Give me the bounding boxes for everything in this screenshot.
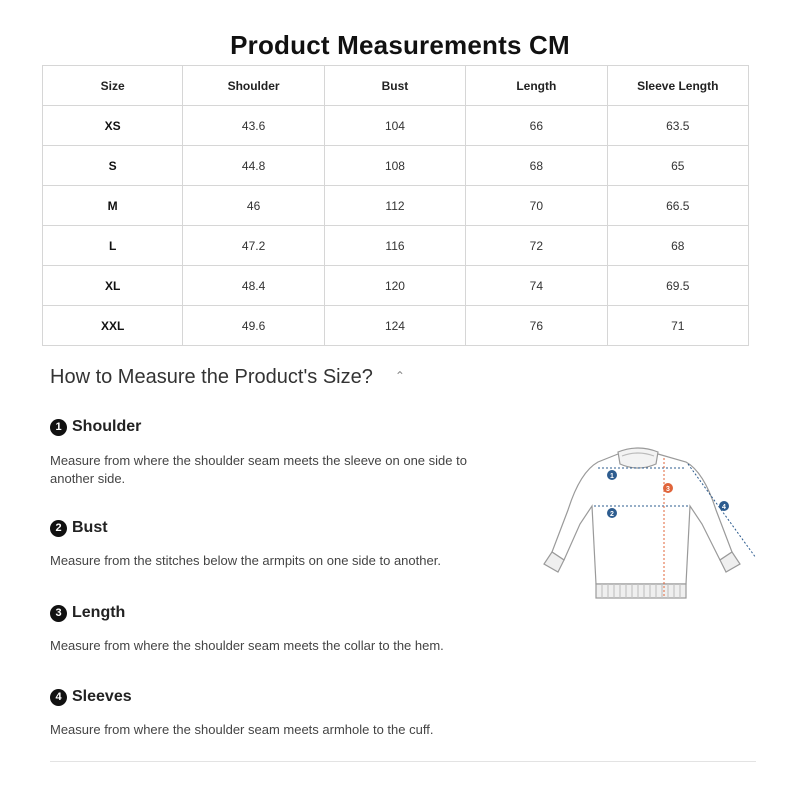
shoulder-cell: 43.6: [183, 106, 324, 146]
step-bust-desc: Measure from the stitches below the armpits on one side to another.: [50, 553, 441, 568]
how-to-measure-heading: How to Measure the Product's Size?: [50, 366, 373, 388]
step-sleeves-desc: Measure from where the shoulder seam meets armhole to the cuff.: [50, 722, 434, 737]
sleeve-length-cell: 69.5: [608, 266, 749, 306]
sweater-outline-icon: [544, 448, 740, 598]
table-row: [43, 146, 749, 186]
shoulder-cell: 47.2: [183, 226, 324, 266]
step-title-text: Bust: [72, 519, 108, 536]
header-bust: Bust: [325, 66, 466, 106]
number-1-badge-icon: 1: [50, 419, 67, 436]
bust-cell: 112: [325, 186, 466, 226]
marker-2-label: 2: [610, 511, 614, 518]
length-cell: 66: [466, 106, 607, 146]
step-shoulder-desc: Measure from where the shoulder seam meets the sleeve on one side to another side.: [50, 453, 467, 486]
sleeve-length-cell: 65: [608, 146, 749, 186]
length-cell: 70: [466, 186, 607, 226]
step-title-text: Length: [72, 604, 126, 621]
table-header-row: [43, 66, 749, 106]
length-cell: 74: [466, 266, 607, 306]
chevron-up-icon[interactable]: ⌃: [394, 368, 405, 383]
number-4-badge-icon: 4: [50, 689, 67, 706]
table-row: [43, 306, 749, 346]
marker-4-label: 4: [722, 504, 726, 511]
bust-cell: 108: [325, 146, 466, 186]
sleeve-length-cell: 68: [608, 226, 749, 266]
size-cell: XS: [43, 106, 183, 146]
sweater-measurement-diagram: [520, 440, 770, 610]
length-cell: 76: [466, 306, 607, 346]
table-row: [43, 186, 749, 226]
bust-cell: 124: [325, 306, 466, 346]
number-3-badge-icon: 3: [50, 605, 67, 622]
table-row: [43, 226, 749, 266]
header-size: Size: [43, 66, 183, 106]
sleeve-measure-line: [688, 464, 756, 558]
header-sleeve-length: Sleeve Length: [608, 66, 749, 106]
size-cell: S: [43, 146, 183, 186]
number-2-badge-icon: 2: [50, 520, 67, 537]
shoulder-cell: 48.4: [183, 266, 324, 306]
length-cell: 68: [466, 146, 607, 186]
bust-cell: 104: [325, 106, 466, 146]
header-shoulder: Shoulder: [183, 66, 324, 106]
step-bust-title: [50, 519, 108, 537]
sleeve-length-cell: 66.5: [608, 186, 749, 226]
size-cell: L: [43, 226, 183, 266]
bust-cell: 116: [325, 226, 466, 266]
size-cell: XXL: [43, 306, 183, 346]
step-title-text: Sleeves: [72, 688, 132, 705]
step-shoulder-title: [50, 418, 141, 436]
size-chart-table: [42, 65, 749, 346]
shoulder-cell: 44.8: [183, 146, 324, 186]
length-cell: 72: [466, 226, 607, 266]
bottom-divider: [50, 761, 756, 762]
sleeve-length-cell: 63.5: [608, 106, 749, 146]
page-title: Product Measurements CM: [230, 30, 570, 60]
step-length-desc: Measure from where the shoulder seam meets the collar to the hem.: [50, 638, 444, 653]
table-row: [43, 106, 749, 146]
shoulder-cell: 49.6: [183, 306, 324, 346]
sleeve-length-cell: 71: [608, 306, 749, 346]
marker-3-label: 3: [666, 486, 670, 493]
step-title-text: Shoulder: [72, 418, 142, 435]
how-to-measure-toggle[interactable]: [50, 366, 405, 389]
marker-1-label: 1: [610, 473, 614, 480]
header-length: Length: [466, 66, 607, 106]
size-cell: XL: [43, 266, 183, 306]
bust-cell: 120: [325, 266, 466, 306]
shoulder-cell: 46: [183, 186, 324, 226]
step-sleeves-title: [50, 688, 132, 706]
step-length-title: [50, 604, 125, 622]
table-row: [43, 266, 749, 306]
size-cell: M: [43, 186, 183, 226]
